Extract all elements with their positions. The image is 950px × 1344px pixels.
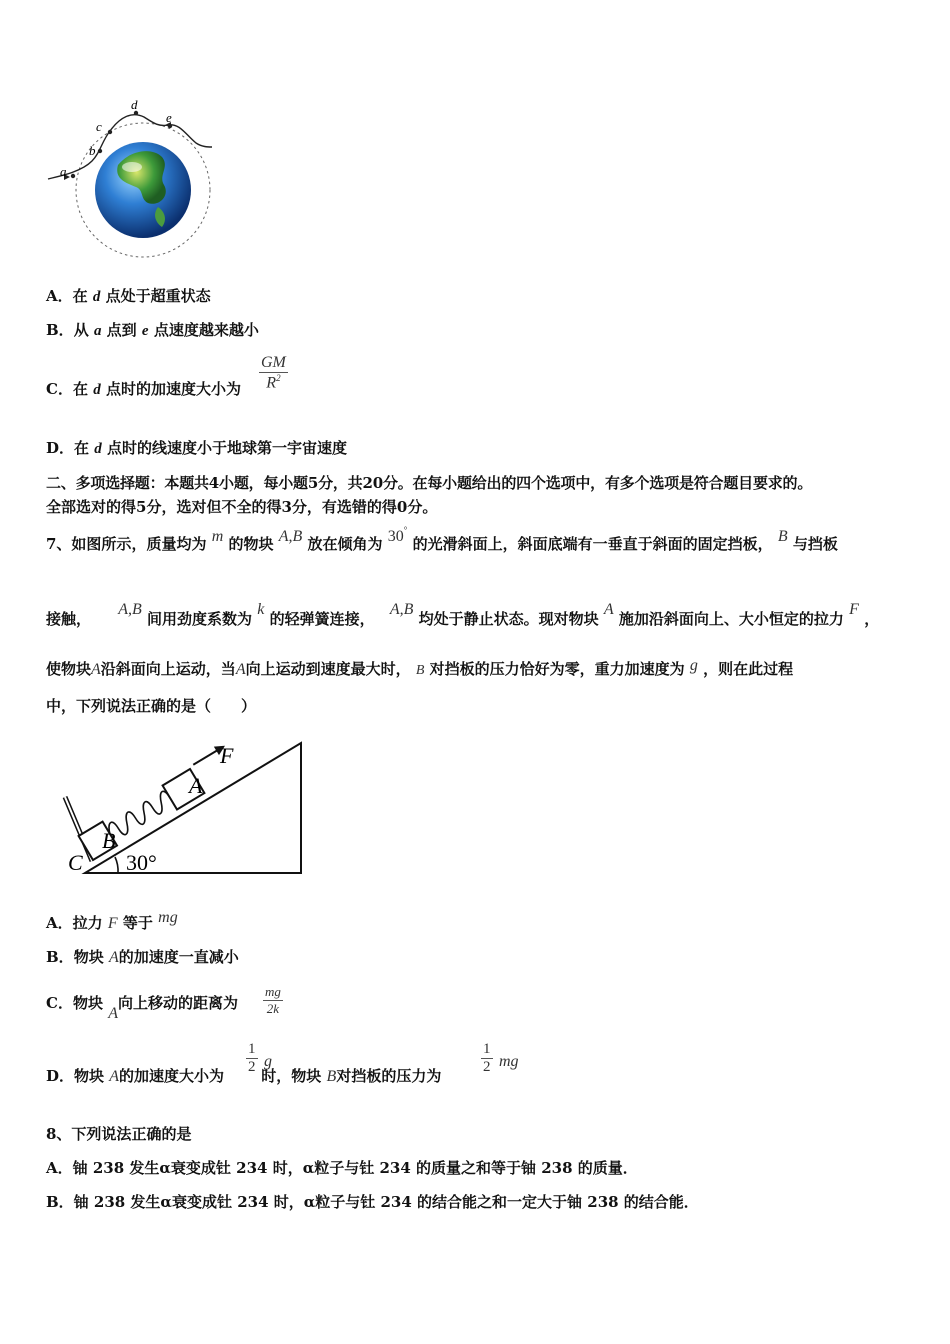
sym-degree: ° (403, 525, 408, 535)
point-b-label: b (89, 143, 96, 158)
sym-mg: mg (158, 909, 178, 926)
label-a: A (189, 773, 203, 798)
point-d-label: d (131, 97, 138, 112)
section2-line1: 二、多项选择题：本题共4小题，每小题5分，共20分。在每小题给出的四个选项中，有多个选项是符合题目要求的。 (46, 474, 813, 492)
sym-mg: mg (499, 1053, 519, 1070)
label-f: F (220, 743, 234, 768)
var-d: d (94, 441, 102, 457)
q7-stem-line3: 使物块A沿斜面向上运动，当A向上运动到速度最大时， B 对挡板的压力恰好为零，重力加速度为 g ，则在此过程 (46, 657, 794, 678)
sym-ab: A,B (118, 601, 142, 618)
var-e: e (141, 323, 149, 339)
sym-a: A (108, 1005, 118, 1022)
earth-orbit-figure (40, 95, 220, 270)
sym-m: m (211, 528, 224, 545)
sym-b: B (326, 1068, 337, 1085)
sym-a: A (91, 661, 101, 678)
q7-option-d[interactable]: D．物块 A的加速度大小为 时，物块 B对挡板的压力为 (46, 1067, 442, 1085)
fraction-mg-over-2k: $\frac{mg}{2k}$ (265, 984, 281, 1016)
angle-arc (115, 857, 118, 873)
fraction-one-half-mg: $\frac{1}{2}$ (483, 1041, 491, 1075)
sym-g: g (689, 657, 698, 674)
q8-option-a[interactable]: A．铀 238 发生α衰变成钍 234 时，α粒子与钍 234 的质量之和等于铀 238 的质量． (46, 1159, 638, 1177)
label-b: B (102, 828, 116, 853)
sym-ab: A,B (389, 601, 414, 618)
q7-stem-line4: 中，下列说法正确的是（ ） (46, 697, 257, 715)
fraction-gm-over-r2: $\frac{GM}{R^2}$ (261, 354, 286, 392)
var-a: a (93, 323, 102, 339)
incline-figure (60, 735, 310, 880)
q7-option-b[interactable]: B．物块 A的加速度一直减小 (46, 948, 239, 966)
sym-a: A (109, 1068, 120, 1085)
q7-option-c[interactable]: C．物块 A向上移动的距离为 (46, 994, 238, 1022)
q6-option-b[interactable]: B．从 a 点到 e 点速度越来越小 (46, 321, 259, 339)
sym-a: A (235, 661, 246, 678)
sym-f: F (107, 915, 118, 932)
var-d: d (93, 382, 101, 398)
sym-b: B (415, 663, 425, 678)
q8-option-b[interactable]: B．铀 238 发生α衰变成钍 234 时，α粒子与钍 234 的结合能之和一定大于铀 238 的结合能． (46, 1193, 699, 1211)
q8-title: 8、下列说法正确的是 (46, 1125, 192, 1143)
q7-stem-line2: 接触， A,B 间用劲度系数为 k 的轻弹簧连接， A,B 均处于静止状态。现对物块 A 施加沿斜面向上、大小恒定的拉力 F ， (46, 601, 880, 628)
point-a-label: a (60, 164, 67, 179)
sym-f: F (849, 601, 859, 618)
section2-line2: 全部选对的得5分，选对但不全的得3分，有选错的得0分。 (46, 498, 438, 516)
label-c: C (68, 850, 83, 875)
label-angle: 30° (126, 850, 157, 875)
sym-a: A (603, 601, 614, 618)
q6-option-c[interactable]: C．在 d 点时的加速度大小为 (46, 380, 241, 398)
sym-g: g (264, 1053, 272, 1070)
sym-k: k (257, 601, 265, 618)
sym-30: 30 (387, 528, 404, 545)
point-e-label: e (166, 110, 172, 125)
q7-option-a[interactable]: A．拉力 F 等于 mg (46, 909, 178, 932)
q7-stem-line1: 7、如图所示，质量均为 m 的物块 A,B 放在倾角为 30° 的光滑斜面上，斜面底端有一垂直于斜面的固定挡板， B 与挡板 (46, 525, 838, 553)
fraction-one-half-g: $\frac{1}{2}$ (248, 1041, 256, 1075)
sym-a: A (108, 949, 119, 966)
incline-triangle (85, 743, 301, 873)
var-d: d (92, 289, 101, 305)
point-c-label: c (96, 119, 102, 134)
q6-option-a[interactable]: A．在 d 点处于超重状态 (46, 287, 211, 305)
q6-option-d[interactable]: D．在 d 点时的线速度小于地球第一宇宙速度 (46, 439, 348, 457)
sym-b: B (777, 528, 788, 545)
spring (105, 790, 174, 841)
sym-ab: A,B (278, 528, 303, 545)
